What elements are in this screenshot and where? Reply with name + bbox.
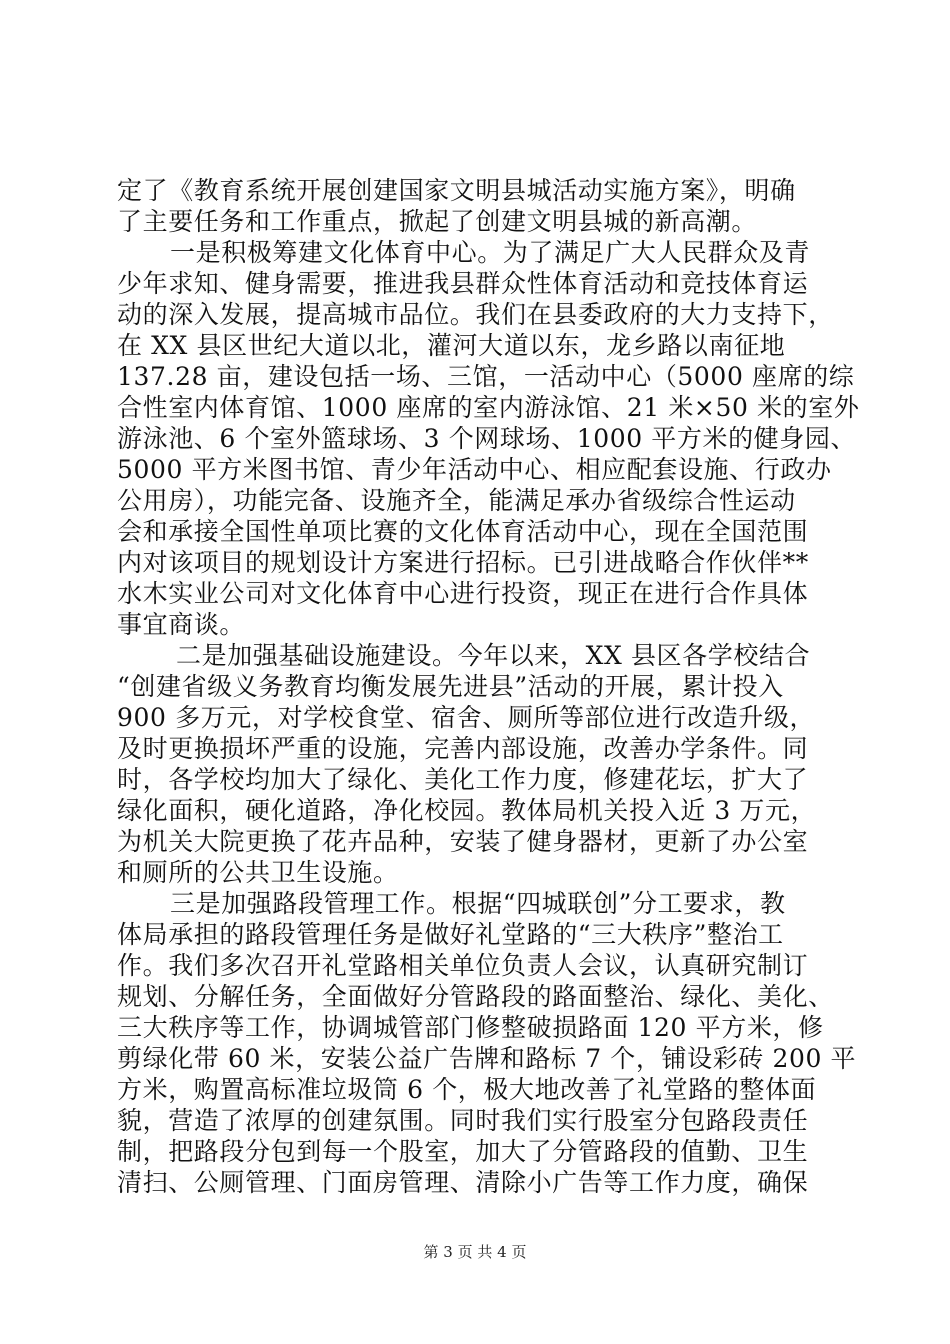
text-line: “创建省级义务教育均衡发展先进县”活动的开展，累计投入 <box>117 672 784 701</box>
text-line: 公用房），功能完备、设施齐全，能满足承办省级综合性运动 <box>117 486 796 515</box>
text-line: 137.28 亩，建设包括一场、三馆，一活动中心（5000 座席的综 <box>117 362 855 391</box>
text-line: 貌，营造了浓厚的创建氛围。同时我们实行股室分包路段责任 <box>117 1106 809 1135</box>
text-line: 900 多万元，对学校食堂、宿舍、厕所等部位进行改造升级， <box>117 703 816 732</box>
text-line: 在 XX 县区世纪大道以北，灌河大道以东，龙乡路以南征地 <box>117 331 786 360</box>
text-line: 和厕所的公共卫生设施。 <box>117 858 399 887</box>
text-line: 方米，购置高标准垃圾筒 6 个，极大地改善了礼堂路的整体面 <box>117 1075 817 1104</box>
text-line: 游泳池、6 个室外篮球场、3 个网球场、1000 平方米的健身园、 <box>117 424 857 453</box>
text-line: 剪绿化带 60 米，安装公益广告牌和路标 7 个，铺设彩砖 200 平 <box>117 1044 857 1073</box>
text-line: 内对该项目的规划设计方案进行招标。已引进战略合作伙伴** <box>117 548 809 577</box>
text-line: 三大秩序等工作，协调城管部门修整破损路面 120 平方米，修 <box>117 1013 824 1042</box>
text-line: 了主要任务和工作重点，掀起了创建文明县城的新高潮。 <box>117 207 758 236</box>
text-line: 动的深入发展，提高城市品位。我们在县委政府的大力支持下， <box>117 300 834 329</box>
text-line: 合性室内体育馆、1000 座席的室内游泳馆、21 米×50 米的室外 <box>117 393 860 422</box>
text-line: 水木实业公司对文化体育中心进行投资，现正在进行合作具体 <box>117 579 809 608</box>
text-line: 制，把路段分包到每一个股室，加大了分管路段的值勤、卫生 <box>117 1137 809 1166</box>
text-line: 会和承接全国性单项比赛的文化体育活动中心，现在全国范围 <box>117 517 809 546</box>
page-number-footer: 第 3 页 共 4 页 <box>423 1243 527 1261</box>
text-line: 为机关大院更换了花卉品种，安装了健身器材，更新了办公室 <box>117 827 809 856</box>
paragraph-first-line: 三是加强路段管理工作。根据“四城联创”分工要求，教 <box>170 889 786 918</box>
text-line: 作。我们多次召开礼堂路相关单位负责人会议，认真研究制订 <box>117 951 809 980</box>
text-line: 定了《教育系统开展创建国家文明县城活动实施方案》，明确 <box>117 176 796 205</box>
paragraph-first-line: 二是加强基础设施建设。今年以来，XX 县区各学校结合 <box>176 641 811 670</box>
text-line: 规划、分解任务，全面做好分管路段的路面整治、绿化、美化、 <box>117 982 834 1011</box>
text-line: 5000 平方米图书馆、青少年活动中心、相应配套设施、行政办 <box>117 455 832 484</box>
text-line: 及时更换损坏严重的设施，完善内部设施，改善办学条件。同 <box>117 734 809 763</box>
text-line: 少年求知、健身需要，推进我县群众性体育活动和竞技体育运 <box>117 269 809 298</box>
paragraph-first-line: 一是积极筹建文化体育中心。为了满足广大人民群众及青 <box>170 238 811 267</box>
text-line: 清扫、公厕管理、门面房管理、清除小广告等工作力度，确保 <box>117 1168 809 1197</box>
text-line: 事宜商谈。 <box>117 610 246 639</box>
text-line: 时，各学校均加大了绿化、美化工作力度，修建花坛，扩大了 <box>117 765 809 794</box>
text-line: 体局承担的路段管理任务是做好礼堂路的“三大秩序”整治工 <box>117 920 784 949</box>
text-line: 绿化面积，硬化道路，净化校园。教体局机关投入近 3 万元， <box>117 796 817 825</box>
